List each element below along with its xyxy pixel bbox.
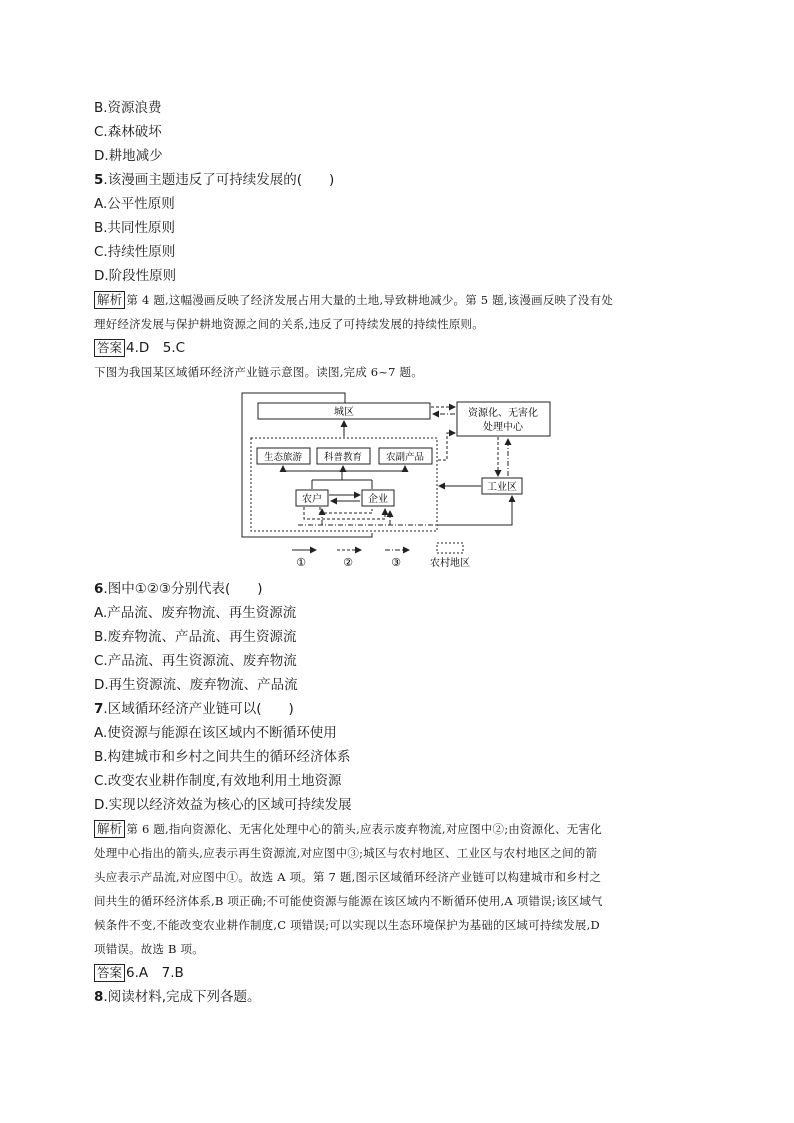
agri-products-label: 农副产品 <box>385 452 425 463</box>
question-stem: .区域循环经济产业链可以( ) <box>103 701 294 717</box>
analysis-45-line1 <box>94 291 613 309</box>
answer-tag: 答案 <box>94 339 125 357</box>
question-number: 7 <box>94 701 104 717</box>
analysis-67-line4: 间共生的循环经济体系,B 项正确;不可能使资源与能源在该区域内不断循环使用,A 项错误;该区域气 <box>94 894 603 908</box>
q7-option-c: C.改变农业耕作制度,有效地利用土地资源 <box>94 773 342 789</box>
q4-option-d: D.耕地减少 <box>94 148 163 164</box>
q5-option-c: C.持续性原则 <box>94 244 176 260</box>
analysis-45-line2: 理好经济发展与保护耕地资源之间的关系,违反了可持续发展的持续性原则。 <box>94 317 484 331</box>
analysis-67-line6: 项错误。故选 B 项。 <box>94 942 204 956</box>
industrial-zone-label: 工业区 <box>487 482 517 493</box>
q5-option-b: B.共同性原则 <box>94 220 176 236</box>
question-number: 5 <box>94 172 104 188</box>
intro-67: 下图为我国某区域循环经济产业链示意图。读图,完成 6~7 题。 <box>94 365 423 379</box>
question-6 <box>94 580 263 598</box>
q7-option-a: A.使资源与能源在该区域内不断循环使用 <box>94 725 337 741</box>
resource-center-label-2: 处理中心 <box>483 422 523 433</box>
answer-67 <box>94 964 184 982</box>
q6-option-b: B.废弃物流、产品流、再生资源流 <box>94 629 297 645</box>
answer-tag: 答案 <box>94 964 125 982</box>
analysis-67-line3: 头应表示产品流,对应图中①。故选 A 项。第 7 题,图示区域循环经济产业链可以构建城市和乡村之 <box>94 870 602 884</box>
q4-option-c: C.森林破坏 <box>94 124 162 140</box>
answer-text: 6.A 7.B <box>126 965 184 981</box>
question-8 <box>94 988 261 1006</box>
q4-option-b: B.资源浪费 <box>94 100 162 116</box>
analysis-67-line2: 处理中心指出的箭头,应表示再生资源流,对应图中③;城区与农村地区、工业区与农村地区之间的箭 <box>94 846 598 860</box>
city-label: 城区 <box>334 407 354 418</box>
q5-option-d: D.阶段性原则 <box>94 268 177 284</box>
answer-45 <box>94 339 185 357</box>
question-number: 8 <box>94 989 104 1005</box>
question-number: 6 <box>94 581 104 597</box>
question-stem: .阅读材料,完成下列各题。 <box>103 989 261 1005</box>
analysis-text: 第 4 题,这幅漫画反映了经济发展占用大量的土地,导致耕地减少。第 5 题,该漫画反映了没有处 <box>126 293 614 307</box>
farmer-label: 农户 <box>302 494 322 505</box>
analysis-tag: 解析 <box>94 291 125 309</box>
legend-rural-box <box>437 543 463 553</box>
circular-economy-diagram <box>0 385 794 575</box>
analysis-text: 第 6 题,指向资源化、无害化处理中心的箭头,应表示废弃物流,对应图中②;由资源化、无害化 <box>126 822 602 836</box>
legend-label-1: ① <box>296 556 306 569</box>
answer-text: 4.D 5.C <box>126 340 186 356</box>
question-stem: .该漫画主题违反了可持续发展的( ) <box>103 172 335 188</box>
eco-tourism-label: 生态旅游 <box>263 452 303 463</box>
analysis-67-line5: 候条件不变,不能改变农业耕作制度,C 项错误;可以实现以生态环境保护为基础的区域可持续发展,D <box>94 918 600 932</box>
q6-option-a: A.产品流、废弃物流、再生资源流 <box>94 605 297 621</box>
legend-label-3: ③ <box>391 556 401 569</box>
q5-option-a: A.公平性原则 <box>94 196 175 212</box>
legend-label-2: ② <box>343 556 353 569</box>
question-stem: .图中①②③分别代表( ) <box>103 581 263 597</box>
science-edu-label: 科普教育 <box>323 452 363 463</box>
resource-center-label-1: 资源化、无害化 <box>468 408 538 419</box>
q7-option-d: D.实现以经济效益为核心的区域可持续发展 <box>94 797 352 813</box>
q6-option-c: C.产品流、再生资源流、废弃物流 <box>94 653 297 669</box>
analysis-67-line1 <box>94 820 602 838</box>
q6-option-d: D.再生资源流、废弃物流、产品流 <box>94 677 298 693</box>
q7-option-b: B.构建城市和乡村之间共生的循环经济体系 <box>94 749 351 765</box>
enterprise-label: 企业 <box>368 494 388 505</box>
legend-rural-label: 农村地区 <box>430 558 470 569</box>
analysis-tag: 解析 <box>94 820 125 838</box>
question-5 <box>94 171 334 189</box>
question-7 <box>94 700 294 718</box>
